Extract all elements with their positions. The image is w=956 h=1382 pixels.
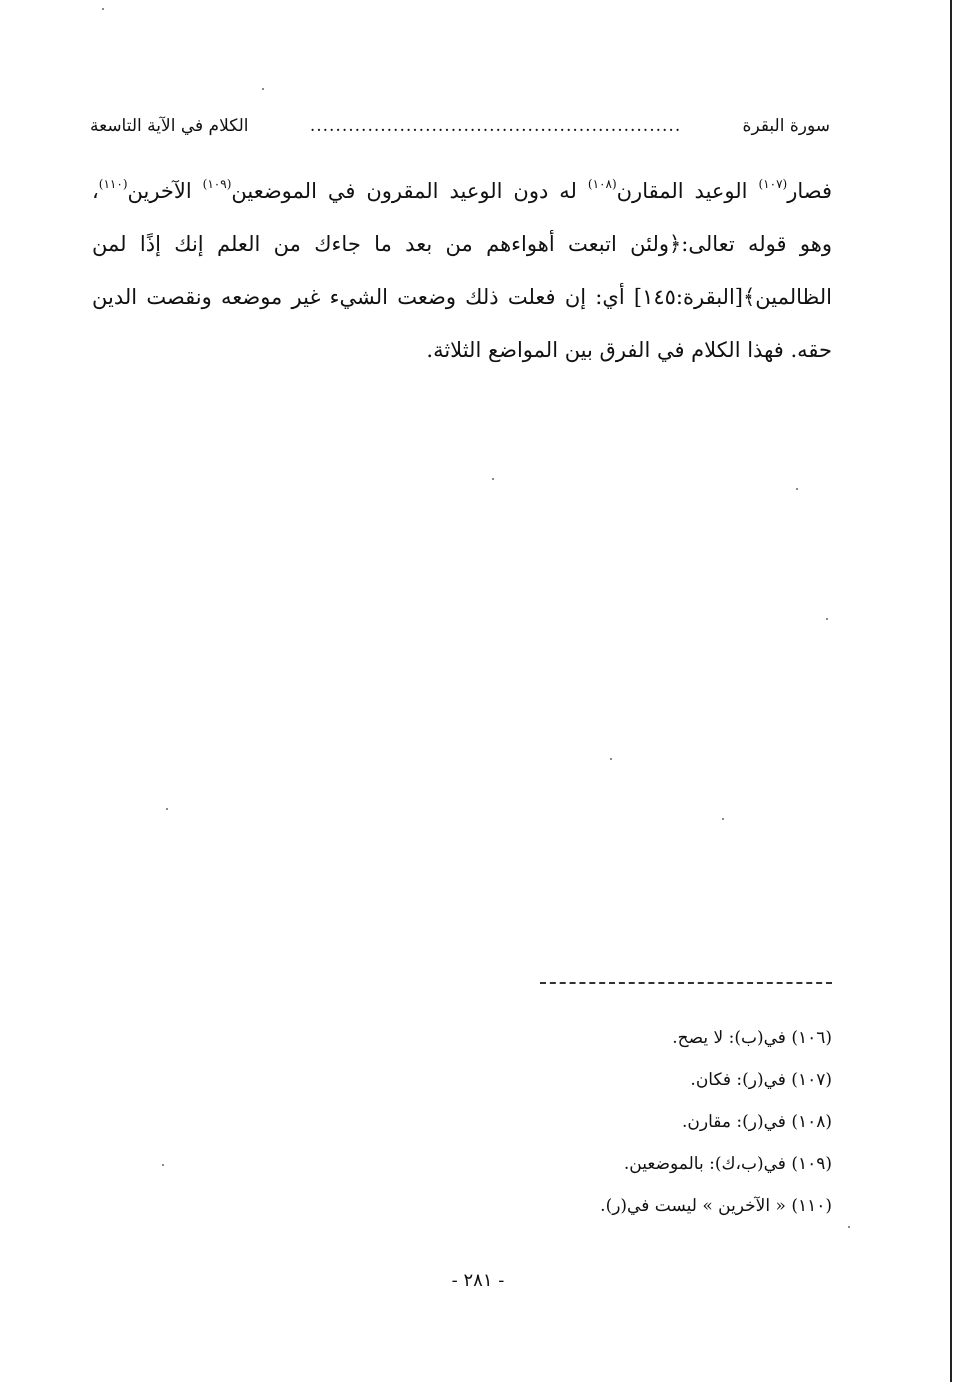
text-segment: الآخرين	[127, 179, 203, 203]
running-header	[90, 112, 830, 140]
header-section-title: الكلام في الآية التاسعة	[90, 116, 249, 136]
scan-speck	[162, 1164, 164, 1166]
footnote-108: (١٠٨) في(ر): مقارن.	[682, 1112, 832, 1132]
scan-speck	[492, 478, 494, 480]
scan-speck	[722, 818, 724, 820]
scan-speck	[262, 88, 264, 90]
footnote-ref-108: (١٠٨)	[587, 177, 617, 191]
footnote-107: (١٠٧) في(ر): فكان.	[690, 1070, 832, 1090]
footnotes-block	[430, 1017, 832, 1227]
footnote-separator	[540, 982, 832, 984]
footnote-106: (١٠٦) في(ب): لا يصح.	[672, 1028, 832, 1048]
scan-speck	[796, 488, 798, 490]
footnote-ref-109: (١٠٩)	[202, 177, 232, 191]
footnote-110: (١١٠) « الآخرين » ليست في(ر).	[600, 1196, 832, 1216]
scan-speck	[848, 1226, 850, 1228]
text-segment: ،	[92, 179, 99, 203]
page-number: - ٢٨١ -	[451, 1270, 505, 1291]
main-text	[92, 158, 832, 377]
scan-speck	[102, 8, 104, 10]
text-segment: له دون الوعيد المقرون في الموضعين	[231, 179, 588, 203]
header-leader-dots: ..........................................................	[309, 116, 682, 136]
text-segment: فصار	[787, 179, 832, 203]
text-segment: الوعيد المقارن	[616, 179, 759, 203]
footnote-ref-110: (١١٠)	[98, 177, 128, 191]
header-surah-name: سورة البقرة	[742, 116, 830, 136]
footnote-ref-107: (١٠٧)	[758, 177, 788, 191]
scan-edge-line	[950, 0, 952, 1382]
text-segment: وهو قوله تعالى:﴿ولئن اتبعت أهواءهم من بعد ما جاءك من العلم إنك إذًا لمن الظالمين﴾[البقرة:١٤٥] أي: إن فعلت ذلك وضعت الشيء غير موضعه ونقصت الدين حقه. فهذا الكلام في الفرق بين المواضع الثلاثة.	[92, 232, 832, 362]
scan-speck	[610, 758, 612, 760]
scan-speck	[166, 808, 168, 810]
scan-speck	[826, 618, 828, 620]
main-paragraph	[92, 158, 832, 377]
footnote-109: (١٠٩) في(ب،ك): بالموضعين.	[623, 1154, 832, 1174]
